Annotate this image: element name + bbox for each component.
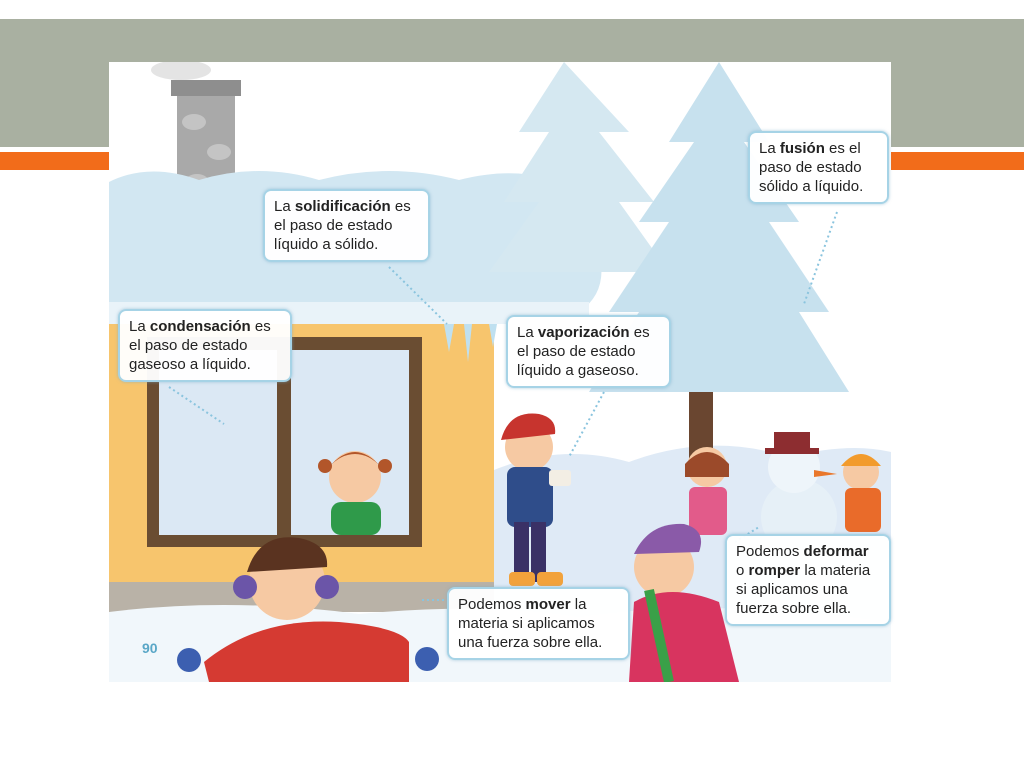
callout-condensation: La condensación es el paso de estado gaseoso a líquido. xyxy=(118,309,292,382)
callout-move: Podemos mover la materia si aplicamos una fuerza sobre ella. xyxy=(447,587,630,660)
girl-pink xyxy=(685,447,729,535)
term-vaporization: vaporización xyxy=(537,324,630,341)
term-break: romper xyxy=(748,562,801,579)
callout-vaporization: La vaporización es el paso de estado líquido a gaseoso. xyxy=(506,315,671,388)
callout-deform: Podemos deformar o romper la materia si aplicamos una fuerza sobre ella. xyxy=(725,534,891,626)
page-number: 90 xyxy=(142,640,158,656)
term-move: mover xyxy=(525,596,571,613)
term-deform: deformar xyxy=(803,543,869,560)
callout-fusion: La fusión es el paso de estado sólido a líquido. xyxy=(748,131,889,204)
term-solidification: solidificación xyxy=(294,198,391,215)
term-fusion: fusión xyxy=(779,140,825,157)
callout-solidification: La solidificación es el paso de estado líquido a sólido. xyxy=(263,189,430,262)
kid-orange-hat xyxy=(841,454,881,532)
term-condensation: condensación xyxy=(149,318,251,335)
